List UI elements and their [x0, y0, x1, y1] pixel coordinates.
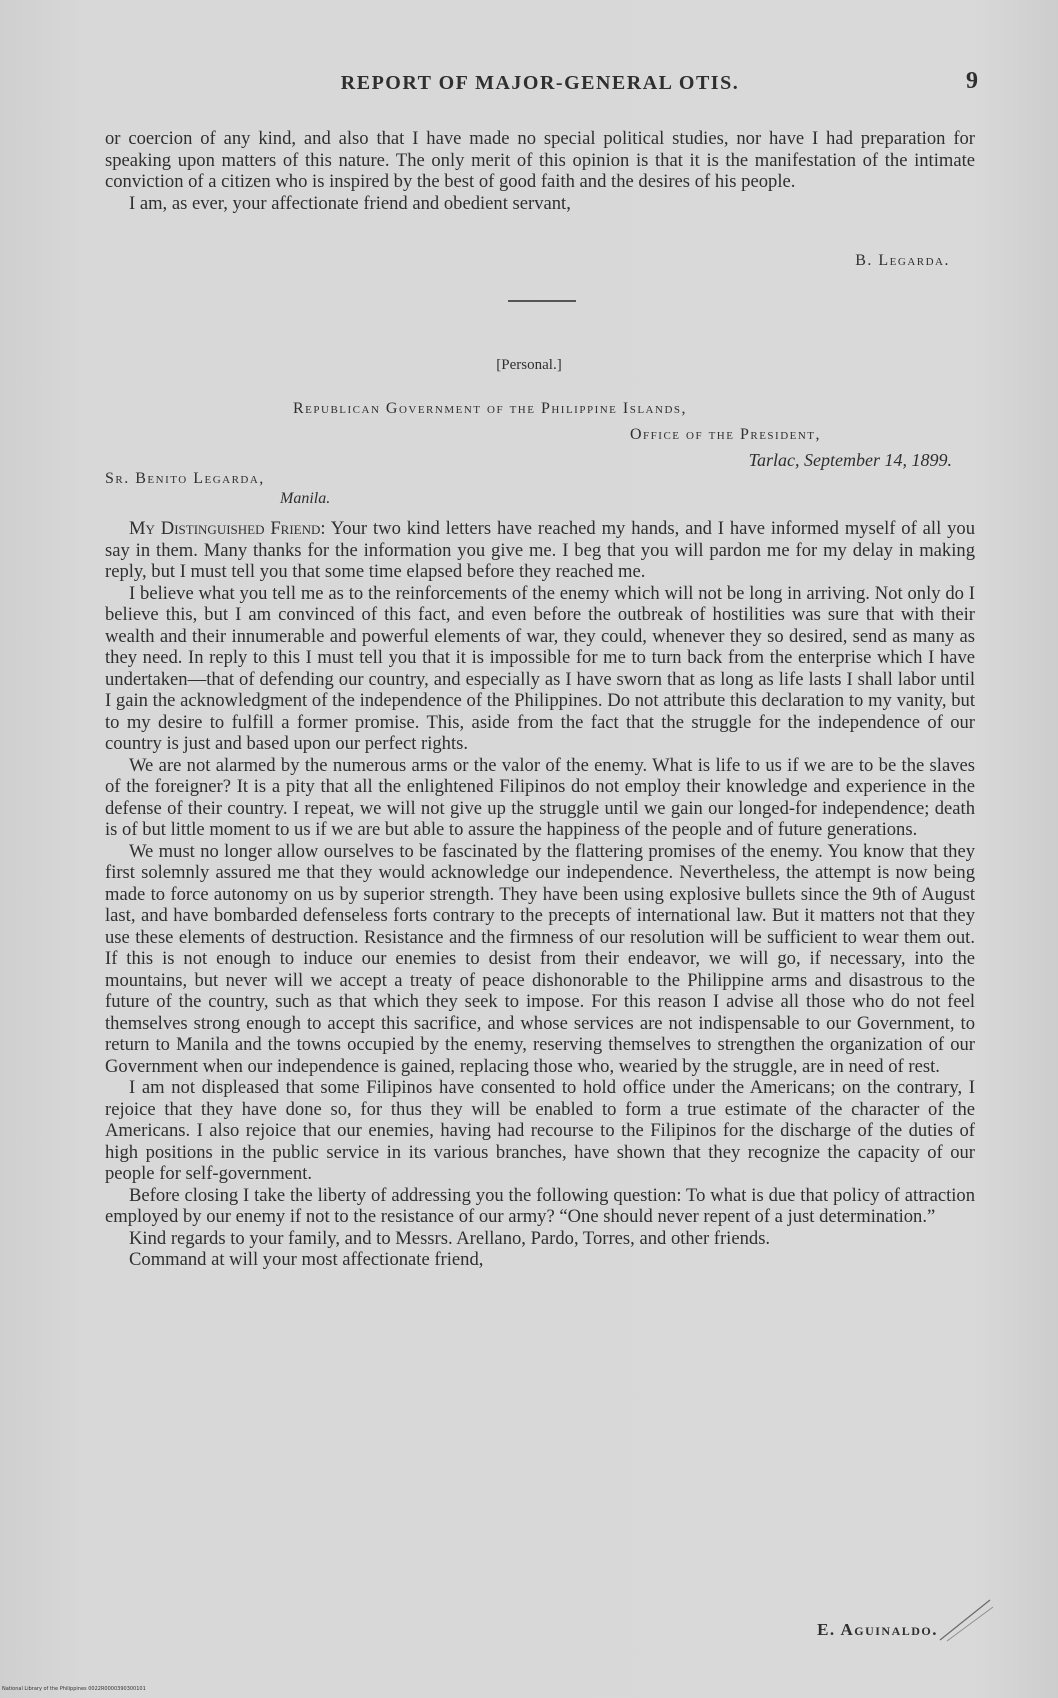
page-number: 9 [966, 68, 978, 94]
letter-paragraph: I am not displeased that some Filipinos have consented to hold office under the Americans; on the contrary, I rejoice that they have done so, for thus they will be enabled to form a true estimate of the character of the Americans. I also rejoice that our enemies, having had recourse to the Filipinos for the discharge of the duties of high positions in the public service in its various branches, have shown that they recognize the capacity of our people for self-government. [105, 1077, 975, 1184]
letter-addressee-city: Manila. [280, 490, 331, 507]
letter-paragraph: My Distinguished Friend: Your two kind letters have reached my hands, and I have informed myself of all you say in them. Many thanks for the information you give me. I beg that you will pardon me for my delay in making reply, but I must tell you that some time elapsed before they reached me. [105, 518, 975, 582]
letter-paragraph: Before closing I take the liberty of addressing you the following question: To what is due that policy of attraction employed by our enemy if not to the resistance of our army? “One should never repent of a just determination.” [105, 1184, 975, 1227]
scan-credit: National Library of the Philippines 0022R0000390300101 [2, 1686, 146, 1692]
section-divider [508, 300, 576, 302]
letter-addressee: Sr. Benito Legarda, [105, 470, 265, 487]
letter-marking: [Personal.] [496, 357, 562, 373]
first-letter-body [105, 128, 975, 214]
letterhead-government: Republican Government of the Philippine Islands, [293, 400, 688, 417]
pencil-mark-icon [935, 1595, 995, 1645]
letter-place-date: Tarlac, September 14, 1899. [748, 450, 952, 470]
letter-salutation: My Distinguished Friend: [129, 518, 326, 539]
letter-paragraph: I believe what you tell me as to the reinforcements of the enemy which will not be long in arriving. Not only do I believe this, but I am convinced of this fact, and even before the outbreak of hostilities was sure that with their wealth and their innumerable and powerful elements of war, they could, whenever they so desired, send as many as they need. In reply to this I must tell you that it is impossible for me to turn back from the enterprise which I have undertaken—that of defending our country, and especially as I have sworn that as long as life lasts I shall labor until I gain the acknowledgment of the independence of the Philippines. Do not attribute this declaration to my vanity, but to my desire to fulfill a former promise. This, aside from the fact that the struggle for the independence of our country is just and based upon our perfect rights. [105, 582, 975, 754]
letter-paragraph: We are not alarmed by the numerous arms or the valor of the enemy. What is life to us if we are to be the slaves of the foreigner? It is a pity that all the enlightened Filipinos do not employ their knowledge and experience in the defense of their country. I repeat, we will not give up the struggle until we gain our longed-for independence; death is of but little moment to us if we are but able to assure the happiness of the people and of future generations. [105, 754, 975, 840]
first-letter-signature: B. Legarda. [855, 252, 950, 269]
letter-paragraph: We must no longer allow ourselves to be fascinated by the flattering promises of the enemy. You know that they first solemnly assured me that they would acknowledge our independence. Nevertheless, the attempt is now being made to force autonomy on us by superior strength. They have been using explosive bullets since the 9th of August last, and have bombarded defenseless forts contrary to the precepts of international law. But it matters not that they use these elements of destruction. Resistance and the firmness of our resolution will be sufficient to wear them out. If this is not enough to induce our enemies to desist from their endeavor, we will go, if necessary, into the mountains, but never will we accept a treaty of peace dishonorable to the Philippine arms and disastrous to the future of the country, such as that which they seek to impose. For this reason I advise all those who do not feel themselves strong enough to accept this sacrifice, and whose services are not indispensable to our Government, to return to Manila and the towns occupied by the enemy, reserving themselves to strengthen the organization of our Government when our independence is gained, replacing those who, wearied by the struggle, are in need of rest. [105, 840, 975, 1077]
first-letter-closing: I am, as ever, your affectionate friend and obedient servant, [129, 192, 571, 214]
letterhead-office: Office of the President, [630, 426, 822, 443]
first-letter-continuation: or coercion of any kind, and also that I have made no special political studies, nor have I had preparation for speaking upon matters of this nature. The only merit of this opinion is that it is the manifestation of the intimate conviction of a citizen who is inspired by the best of good faith and the desires of his people. [105, 128, 975, 192]
running-title: REPORT OF MAJOR-GENERAL OTIS. [340, 72, 740, 94]
letter-paragraph: Command at will your most affectionate friend, [129, 1249, 484, 1270]
letter-paragraph: Kind regards to your family, and to Messrs. Arellano, Pardo, Torres, and other friends. [129, 1227, 771, 1249]
second-letter-body [105, 518, 975, 1271]
second-letter-signature: E. Aguinaldo. [817, 1620, 938, 1639]
